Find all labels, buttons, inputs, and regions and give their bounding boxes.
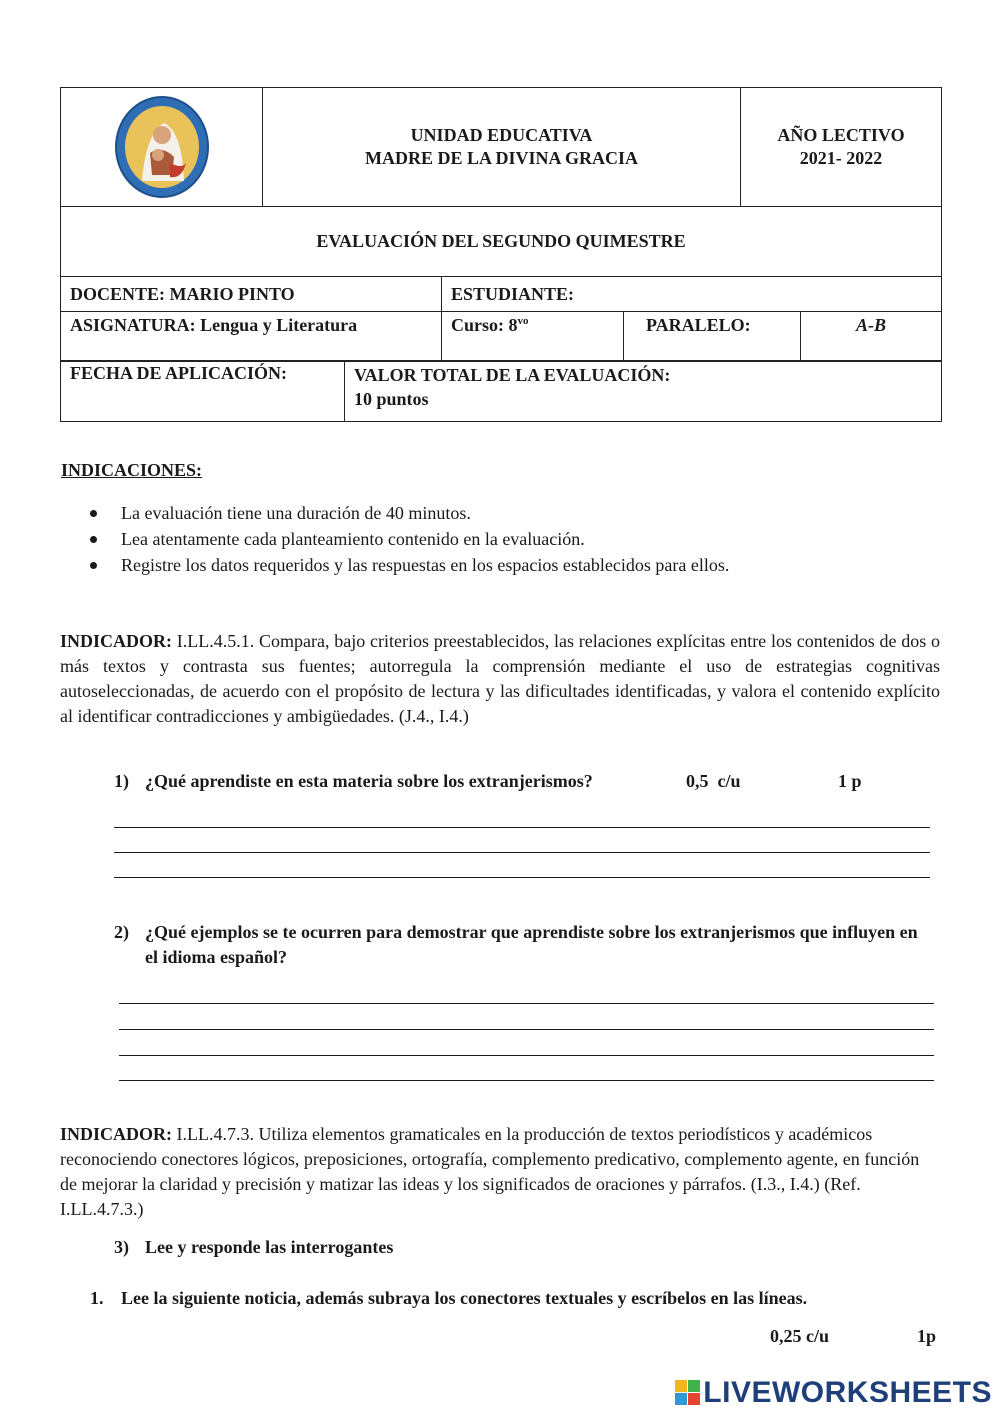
- indicator-2: [60, 1122, 940, 1222]
- q1-value: 0,5 c/u: [686, 771, 741, 791]
- instruction-item: Lea atentamente cada planteamiento contenido en la evaluación.: [60, 526, 940, 552]
- asignatura-cell: ASIGNATURA: Lengua y Literatura: [61, 312, 442, 362]
- bullet-icon: [90, 536, 97, 543]
- instructions-list: [60, 500, 940, 578]
- valor-label: VALOR TOTAL DE LA EVALUACIÓN:: [354, 365, 671, 385]
- q1-text: ¿Qué aprendiste en esta materia sobre los extranjerismos?: [145, 771, 593, 791]
- instruction-item: Registre los datos requeridos y las respuestas en los espacios establecidos para ellos.: [60, 552, 940, 578]
- year-label: AÑO LECTIVO: [777, 125, 905, 145]
- curso-sup: vo: [517, 315, 529, 327]
- date-value-row: [60, 360, 942, 422]
- valor-cell: [345, 361, 942, 422]
- year-value: 2021- 2022: [799, 148, 883, 168]
- instruction-item: La evaluación tiene una duración de 40 minutos.: [60, 500, 940, 526]
- sub1-number: 1.: [90, 1288, 104, 1308]
- q2-text: ¿Qué ejemplos se te ocurren para demostrar que aprendiste sobre los extranjerismos que influyen en el idioma español?: [145, 922, 918, 967]
- teacher-student-row: [60, 276, 942, 312]
- indicator-2-label: INDICADOR:: [60, 1124, 172, 1144]
- bullet-icon: [90, 562, 97, 569]
- indicator-1-text: I.LL.4.5.1. Compara, bajo criterios preestablecidos, las relaciones explícitas entre los contenidos de dos o más textos y contrasta sus fuentes; autorregula la comprensión mediante el uso de estrategias cognitivas autoseleccionadas, de acuerdo con el propósito de lectura y las dificultades identificadas, y valora el contenido explícito al identificar contradicciones y ambigüedades. (J.4., I.4.): [60, 631, 940, 726]
- instructions-title: INDICACIONES:: [61, 460, 203, 480]
- answer-line-7[interactable]: [119, 1080, 934, 1081]
- indicator-2-text: I.LL.4.7.3. Utiliza elementos gramaticales en la producción de textos periodísticos y académicos reconociendo conectores lógicos, preposiciones, ortografía, complemento predicativo, complemento agente, en función de mejorar la claridad y precisión y matizar las ideas y los significados de oraciones y párrafos. (I.3., I.4.) (Ref. I.LL.4.7.3.): [60, 1124, 920, 1219]
- paralelo-label: PARALELO:: [624, 312, 801, 362]
- sub1-value: 0,25 c/u: [770, 1326, 830, 1346]
- subject-row: [60, 311, 942, 362]
- school-line-2: MADRE DE LA DIVINA GRACIA: [364, 148, 639, 168]
- sub1-points: 1p: [917, 1326, 937, 1346]
- curso-cell: [442, 312, 624, 362]
- school-logo-icon: [112, 93, 212, 201]
- liveworksheets-text: LIVEWORKSHEETS: [703, 1376, 992, 1409]
- q3-number: 3): [114, 1237, 129, 1257]
- school-line-1: UNIDAD EDUCATIVA: [410, 125, 593, 145]
- docente-cell: DOCENTE: MARIO PINTO: [61, 277, 442, 312]
- liveworksheets-logo: [675, 1376, 992, 1410]
- fecha-cell[interactable]: FECHA DE APLICACIÓN:: [61, 361, 345, 422]
- header-table: [60, 87, 942, 277]
- indicator-1-label: INDICADOR:: [60, 631, 172, 651]
- logo-cell: [61, 88, 263, 207]
- year-cell: [741, 88, 942, 207]
- answer-line-2[interactable]: [114, 852, 930, 853]
- answer-line-4[interactable]: [119, 1003, 934, 1004]
- exam-title: EVALUACIÓN DEL SEGUNDO QUIMESTRE: [61, 207, 942, 277]
- answer-line-3[interactable]: [114, 877, 930, 878]
- sub1-text: Lee la siguiente noticia, además subraya los conectores textuales y escríbelos en las líneas.: [121, 1288, 808, 1308]
- estudiante-cell[interactable]: ESTUDIANTE:: [442, 277, 942, 312]
- q1-points: 1 p: [838, 771, 862, 791]
- paralelo-value: A-B: [801, 312, 942, 362]
- valor-value: 10 puntos: [354, 389, 429, 409]
- indicator-1: [60, 629, 940, 729]
- answer-line-6[interactable]: [119, 1055, 934, 1056]
- curso-label: Curso: 8: [451, 315, 518, 335]
- school-name-cell: [263, 88, 741, 207]
- q2-number: 2): [114, 922, 129, 942]
- q3-text: Lee y responde las interrogantes: [145, 1237, 394, 1257]
- bullet-icon: [90, 510, 97, 517]
- q1-number: 1): [114, 771, 129, 791]
- liveworksheets-icon: [675, 1380, 701, 1406]
- answer-line-5[interactable]: [119, 1029, 934, 1030]
- answer-line-1[interactable]: [114, 827, 930, 828]
